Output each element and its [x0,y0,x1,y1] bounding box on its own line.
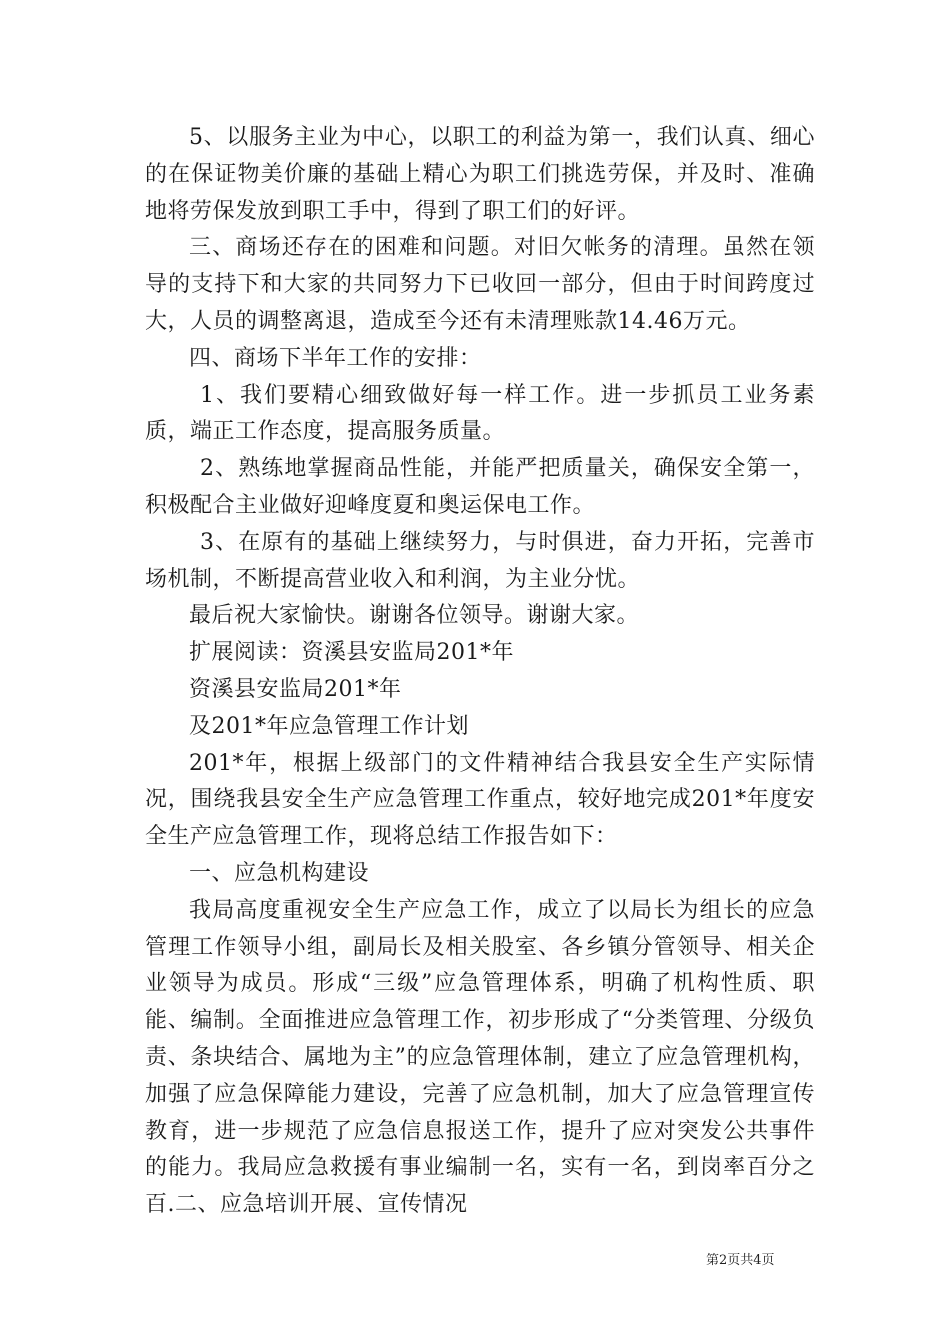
paragraph-13: 我局高度重视安全生产应急工作，成立了以局长为组长的应急管理工作领导小组，副局长及相关股室、各乡镇分管领导、相关企业领导为成员。形成“三级”应急管理体系，明确了机构性质、职能、编制。全面推进应急管理工作，初步形成了“分类管理、分级负责、条块结合、属地为主”的应急管理体制，建立了应急管理机构，加强了应急保障能力建设，完善了应急机制，加大了应急管理宣传教育，进一步规范了应急信息报送工作，提升了应对突发公共事件的能力。我局应急救援有事业编制一名，实有一名，到岗率百分之百.二、应急培训开展、宣传情况 [145,897,815,1218]
paragraph-4: 1、我们要精心细致做好每一样工作。进一步抓员工业务素质，端正工作态度，提高服务质量。 [145,382,815,445]
document-body [145,120,815,1224]
paragraph-5: 2、熟练地掌握商品性能，并能严把质量关，确保安全第一，积极配合主业做好迎峰度夏和奥运保电工作。 [145,456,815,518]
paragraph-2: 三、商场还存在的困难和问题。对旧欠帐务的清理。虽然在领导的支持下和大家的共同努力下已收回一部分，但由于时间跨度过大，人员的调整离退，造成至今还有未清理账款14.46万元。 [145,235,815,334]
paragraph-7: 最后祝大家愉快。谢谢各位领导。谢谢大家。 [189,603,640,629]
paragraph-11: 201*年，根据上级部门的文件精神结合我县安全生产实际情况，围绕我县安全生产应急管理工作重点，较好地完成201*年度安全生产应急管理工作，现将总结工作报告如下： [145,750,815,850]
paragraph-3: 四、商场下半年工作的安排： [189,345,482,371]
paragraph-12: 一、应急机构建设 [189,860,370,886]
paragraph-1: 5、以服务主业为中心，以职工的利益为第一，我们认真、细心的在保证物美价廉的基础上精心为职工们挑选劳保，并及时、准确地将劳保发放到职工手中，得到了职工们的好评。 [145,125,815,224]
paragraph-6: 3、在原有的基础上继续努力，与时俱进，奋力开拓，完善市场机制，不断提高营业收入和利润，为主业分忧。 [145,529,815,592]
paragraph-9: 资溪县安监局201*年 [189,676,402,702]
paragraph-10: 及201*年应急管理工作计划 [189,713,469,739]
paragraph-8: 扩展阅读：资溪县安监局201*年 [189,640,514,666]
page-number: 第2页共4页 [706,1253,775,1268]
